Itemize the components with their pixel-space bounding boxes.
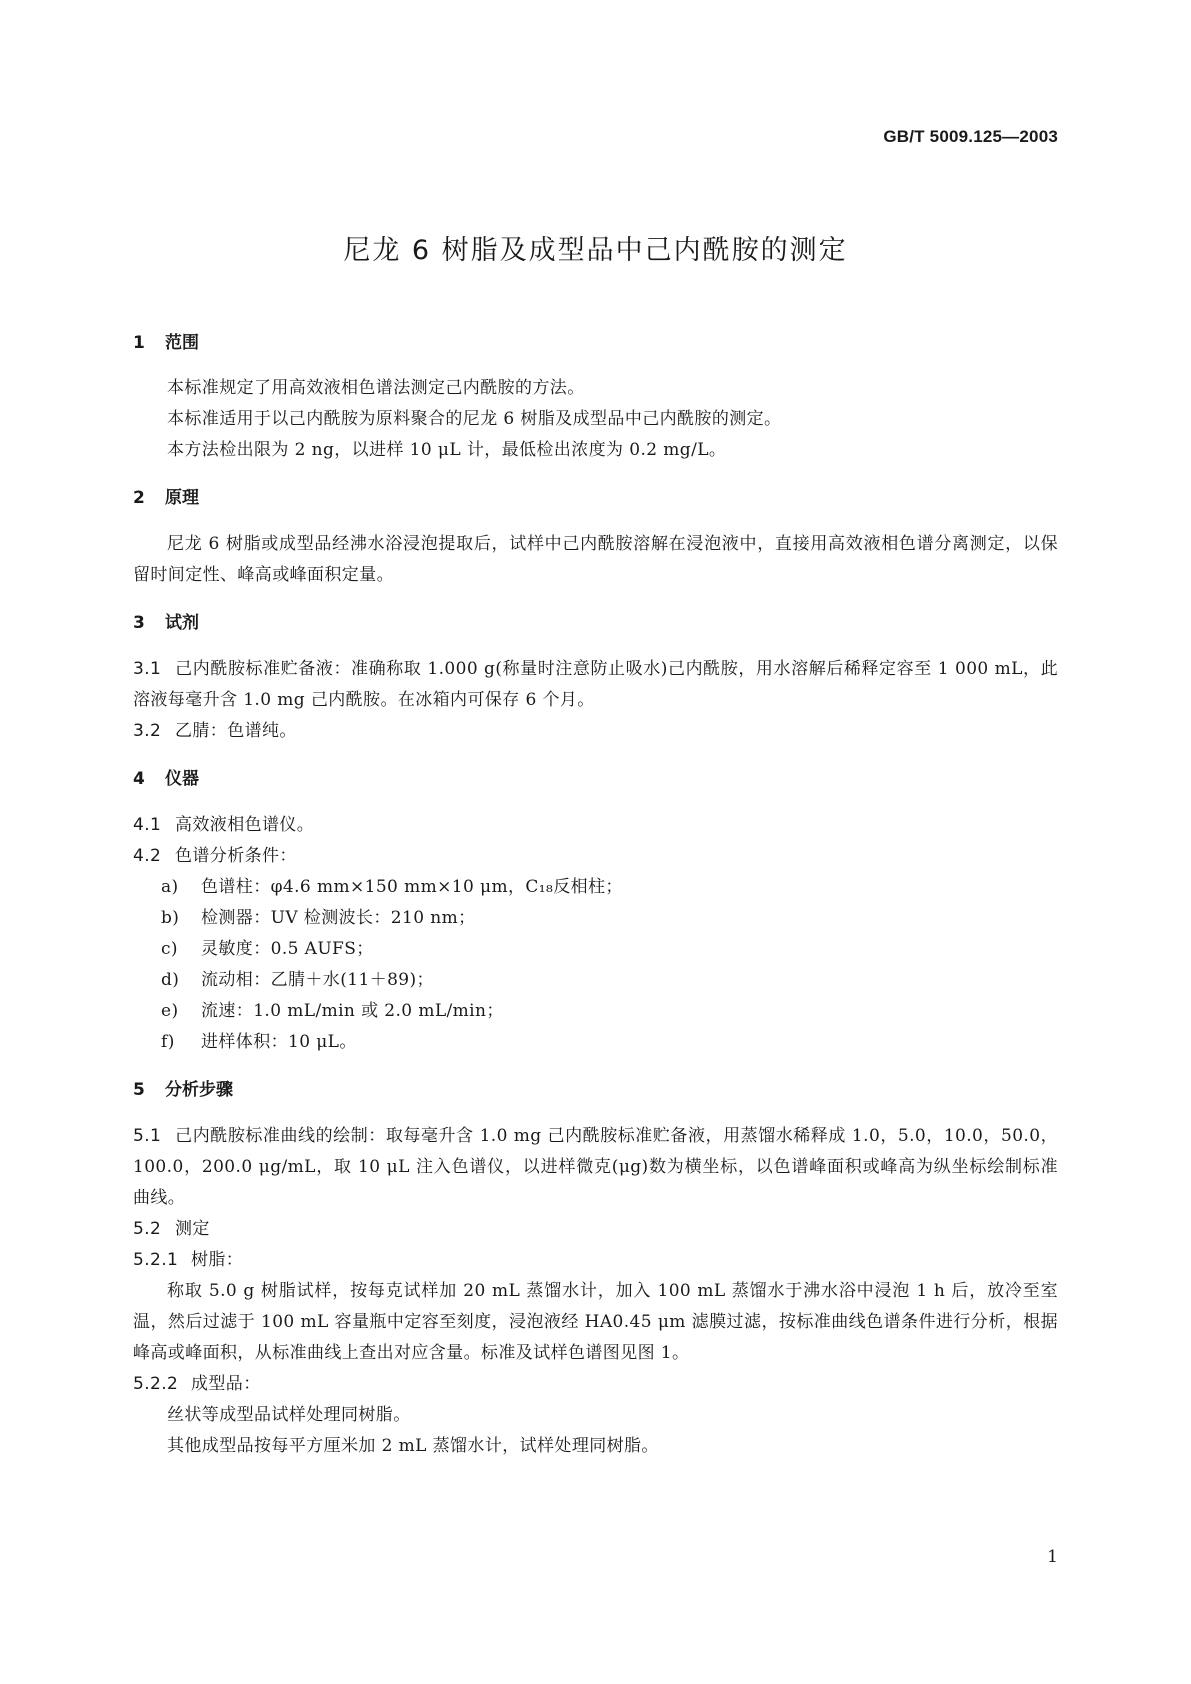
clause-5-1 [133, 1121, 1058, 1214]
section-title: 试剂 [165, 613, 199, 633]
document-body [133, 328, 1058, 1462]
condition-mark: a) [161, 877, 179, 897]
clause-4-2 [133, 841, 1058, 872]
condition-mark: e) [161, 1001, 179, 1021]
section-heading-reagents [133, 608, 1058, 639]
section-heading-principle [133, 483, 1058, 514]
section-heading-scope [133, 328, 1058, 359]
condition-item [133, 903, 1058, 934]
clause-number: 4.1 [133, 815, 162, 835]
clause-number: 5.2.1 [133, 1250, 179, 1270]
condition-text: 进样体积：10 μL。 [201, 1032, 357, 1052]
paragraph: 丝状等成型品试样处理同树脂。 [167, 1405, 411, 1425]
section-number: 5 [133, 1080, 145, 1100]
condition-item [133, 996, 1058, 1027]
clause-number: 3.2 [133, 721, 162, 741]
clause-number: 5.1 [133, 1126, 162, 1146]
section-number: 3 [133, 613, 145, 633]
condition-text: 检测器：UV 检测波长：210 nm； [201, 908, 476, 928]
clause-3-2 [133, 716, 1058, 747]
clause-number: 4.2 [133, 846, 162, 866]
clause-4-1 [133, 810, 1058, 841]
clause-text: 树脂： [191, 1250, 244, 1270]
section-title: 范围 [165, 333, 199, 353]
section-title: 仪器 [165, 769, 199, 789]
clause-text: 色谱分析条件： [175, 846, 297, 866]
condition-text: 流速：1.0 mL/min 或 2.0 mL/min； [201, 1001, 504, 1021]
section-heading-instruments [133, 764, 1058, 795]
condition-mark: b) [161, 908, 180, 928]
clause-number: 5.2.2 [133, 1374, 179, 1394]
condition-item [133, 1027, 1058, 1058]
page-number: 1 [1047, 1547, 1058, 1567]
standard-code: GB/T 5009.125—2003 [883, 127, 1058, 146]
condition-item [133, 965, 1058, 996]
clause-5-2-1 [133, 1245, 1058, 1276]
section-title: 分析步骤 [165, 1080, 233, 1100]
paragraph: 称取 5.0 g 树脂试样，按每克试样加 20 mL 蒸馏水计，加入 100 mL 蒸馏水于沸水浴中浸泡 1 h 后，放冷至室温，然后过滤于 100 mL 容量瓶中定容至刻度，浸泡液经 HA0.45 μm 滤膜过滤，按标准曲线色谱条件进行分析，根据峰高或峰面积，从标准曲线上查出对应含量。标准及试样色谱图见图 1。 [133, 1281, 1058, 1363]
section-heading-procedure [133, 1075, 1058, 1106]
paragraph: 本标准适用于以己内酰胺为原料聚合的尼龙 6 树脂及成型品中己内酰胺的测定。 [167, 409, 782, 429]
condition-mark: d) [161, 970, 180, 990]
paragraph: 本标准规定了用高效液相色谱法测定己内酰胺的方法。 [167, 378, 585, 398]
section-title: 原理 [165, 488, 199, 508]
clause-number: 5.2 [133, 1219, 162, 1239]
condition-mark: c) [161, 939, 178, 959]
clause-3-1 [133, 654, 1058, 716]
clause-text: 测定 [175, 1219, 210, 1239]
condition-mark: f) [161, 1032, 175, 1052]
paragraph: 其他成型品按每平方厘米加 2 mL 蒸馏水计，试样处理同树脂。 [167, 1436, 659, 1456]
clause-text: 己内酰胺标准曲线的绘制：取每毫升含 1.0 mg 己内酰胺标准贮备液，用蒸馏水稀释成 1.0，5.0，10.0，50.0，100.0，200.0 μg/mL，取 10 μL 注入色谱仪，以进样微克(μg)数为横坐标，以色谱峰面积或峰高为纵坐标绘制标准曲线。 [133, 1126, 1058, 1208]
clause-text: 乙腈：色谱纯。 [175, 721, 297, 741]
condition-text: 流动相：乙腈＋水(11＋89)； [201, 970, 434, 990]
clause-5-2-2 [133, 1369, 1058, 1400]
section-number: 1 [133, 333, 145, 353]
clause-number: 3.1 [133, 659, 162, 679]
clause-text: 高效液相色谱仪。 [175, 815, 315, 835]
section-number: 2 [133, 488, 145, 508]
clause-5-2 [133, 1214, 1058, 1245]
condition-text: 色谱柱：φ4.6 mm×150 mm×10 μm，C₁₈反相柱； [201, 877, 623, 897]
condition-text: 灵敏度：0.5 AUFS； [201, 939, 374, 959]
condition-item [133, 934, 1058, 965]
clause-text: 己内酰胺标准贮备液：准确称取 1.000 g(称量时注意防止吸水)己内酰胺，用水溶解后稀释定容至 1 000 mL，此溶液每毫升含 1.0 mg 己内酰胺。在冰箱内可保存 6 个月。 [133, 659, 1058, 710]
clause-text: 成型品： [191, 1374, 261, 1394]
condition-item [133, 872, 1058, 903]
document-title: 尼龙 6 树脂及成型品中己内酰胺的测定 [343, 235, 848, 266]
paragraph: 本方法检出限为 2 ng，以进样 10 μL 计，最低检出浓度为 0.2 mg/L。 [167, 440, 727, 460]
section-number: 4 [133, 769, 145, 789]
paragraph: 尼龙 6 树脂或成型品经沸水浴浸泡提取后，试样中己内酰胺溶解在浸泡液中，直接用高效液相色谱分离测定，以保留时间定性、峰高或峰面积定量。 [133, 534, 1058, 585]
